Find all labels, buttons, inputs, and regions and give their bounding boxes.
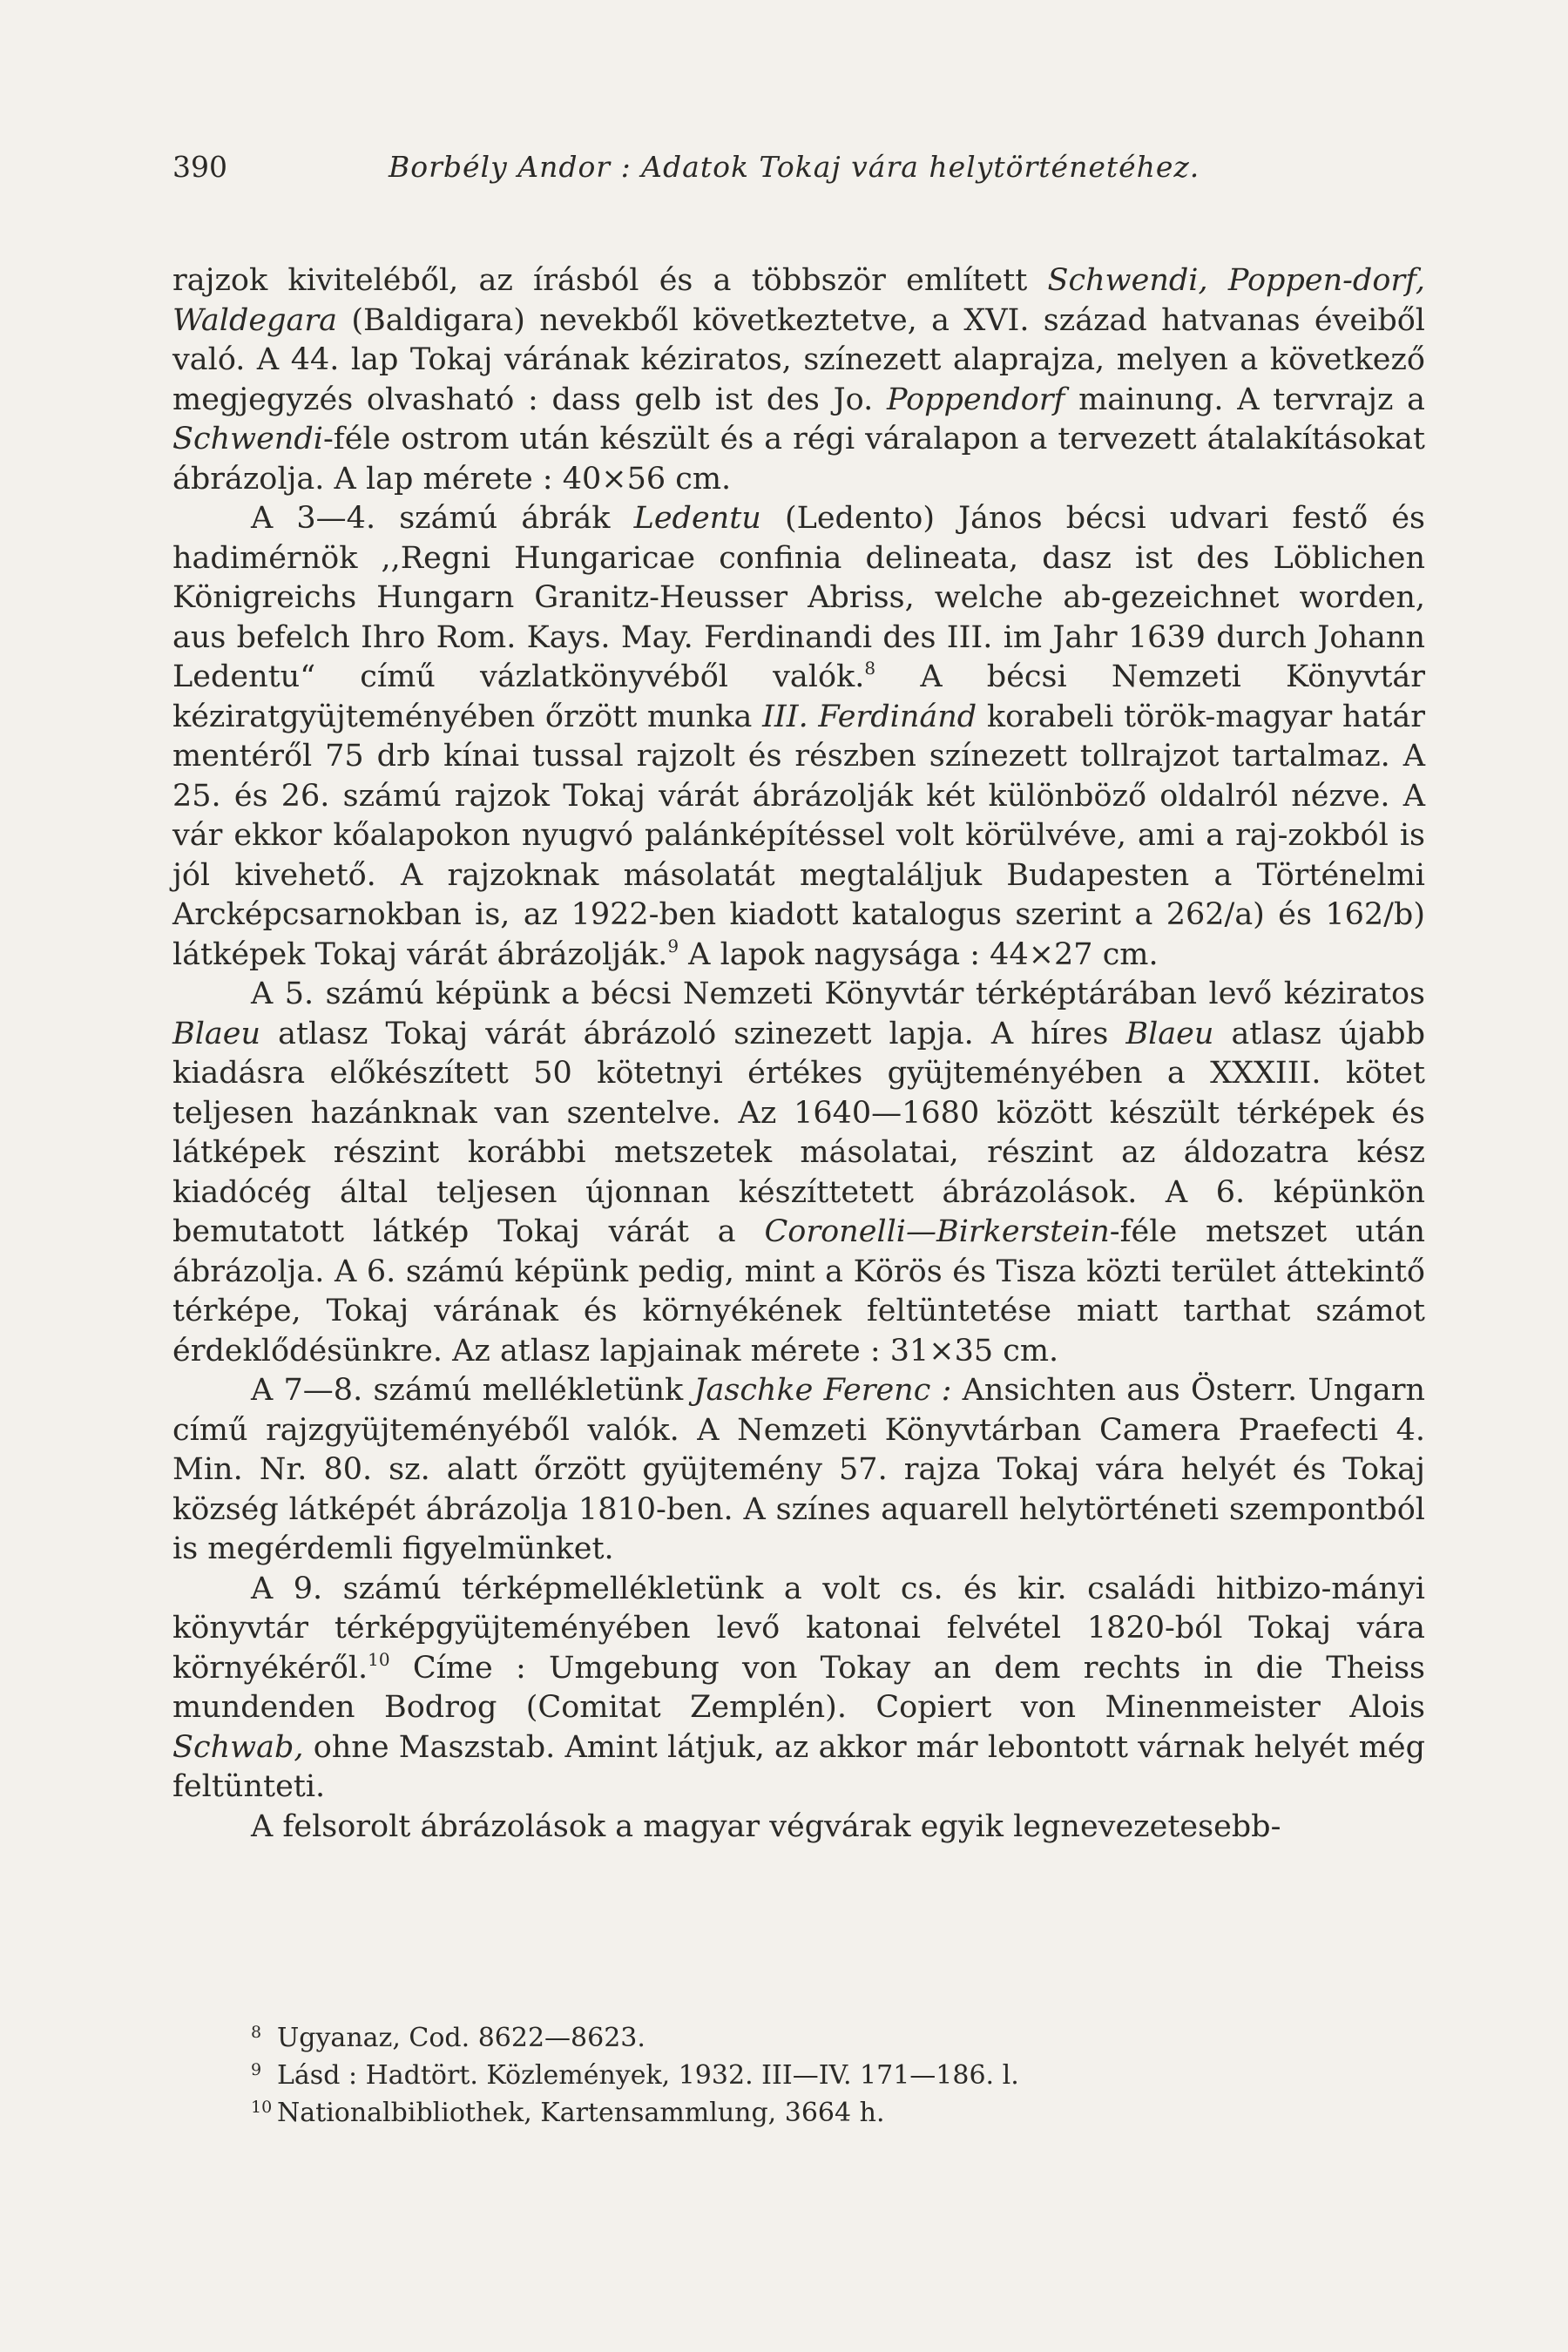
text-run: -féle ostrom után készült és a régi váralapon a tervezett átalakításokat ábrázolja. A lap mérete : 40×56 cm. xyxy=(172,422,1425,497)
paragraph xyxy=(172,975,1425,1371)
italic-run: Ledentu xyxy=(633,501,761,536)
text-run: Ansichten aus Österr. Ungarn című rajzgyüjteményéből valók. A Nemzeti Könyvtárban Camera Praefecti 4. Min. Nr. 80. sz. alatt őrzött gyüjtemény 57. rajza Tokaj vára helyét és Tokaj község látképét ábrázolja 1810-ben. A színes aquarell helytörténeti szempontból is megérdemli figyelmünket. xyxy=(172,1373,1425,1566)
footnote: 10 Nationalbibliothek, Kartensammlung, 3664 h. xyxy=(251,2098,885,2128)
text-run: A 7—8. számú mellékletünk xyxy=(251,1373,694,1408)
text-run: A lapok nagysága : 44×27 cm. xyxy=(679,936,1159,972)
text-run: korabeli török-magyar határ mentéről 75 drb kínai tussal rajzolt és részben színezett tollrajzot tartalmaz. A 25. és 26. számú rajzok Tokaj várát ábrázolják két különböző oldalról nézve. A vár ekkor kőalapokon nyugvó palánképítéssel volt körülvéve, ami a raj-zokból is jól kivehető. A rajzoknak másolatát megtaláljuk Budapesten a Történelmi Arcképcsarnokban is, az 1922-ben kiadott katalogus szerint a 262/a) és 162/b) látképek Tokaj várát ábrázolják. xyxy=(172,699,1425,972)
italic-run: Poppendorf xyxy=(886,382,1065,417)
running-title: Borbély Andor : Adatok Tokaj vára helytörténetéhez. xyxy=(389,150,1200,184)
text-run: mainung. A tervrajz a xyxy=(1064,382,1425,417)
footnote: 9 Lásd : Hadtört. Közlemények, 1932. III—IV. 171—186. l. xyxy=(251,2060,1019,2091)
footnote-ref: 9 xyxy=(667,935,679,956)
italic-run: Jaschke Ferenc : xyxy=(693,1373,952,1408)
footnote-text: Nationalbibliothek, Kartensammlung, 3664 h. xyxy=(277,2098,885,2128)
footnote-text: Ugyanaz, Cod. 8622—8623. xyxy=(277,2023,645,2053)
italic-run: Schwendi, Poppen-dorf, Waldegara xyxy=(172,263,1425,338)
text-run: -féle metszet után ábrázolja. A 6. számú képünk pedig, mint a Körös és Tisza közti terület áttekintő térképe, Tokaj várának és környékének feltüntetése miatt tarthat számot érdeklődésünkre. Az atlasz lapjainak mérete : 31×35 cm. xyxy=(172,1214,1426,1369)
paragraph xyxy=(172,1808,1425,1848)
text-run: (Baldigara) nevekből következtetve, a XVI. század hatvanas éveiből való. A 44. lap Tokaj várának kéziratos, színezett alaprajza, melyen a következő megjegyzés olvasható : dass gelb ist des Jo. xyxy=(172,302,1425,417)
footnote-ref: 8 xyxy=(864,658,876,679)
text-run: atlasz újabb kiadásra előkészített 50 kötetnyi értékes gyüjteményében a XXXIII. kötet teljesen hazánknak van szentelve. Az 1640—1680 között készült térképek és látképek részint korábbi metszetek másolatai, részint az áldozatra kész kiadócég által teljesen újonnan készíttetett ábrázolások. A 6. képünkön bemutatott látkép Tokaj várát a xyxy=(172,1016,1425,1249)
footnotes xyxy=(251,2019,1383,2132)
text-run: atlasz Tokaj várát ábrázoló szinezett lapja. A híres xyxy=(260,1016,1126,1051)
text-run: (Ledento) János bécsi udvari festő és hadimérnök ,,Regni Hungaricae confinia delineata, dasz ist des Löblichen Königreichs Hungarn Granitz-Heusser Abriss, welche ab-gezeichnet worden, aus befelch Ihro Rom. Kays. May. Ferdinandi des III. im Jahr 1639 durch Johann Ledentu“ című vázlatkönyvéből valók. xyxy=(172,501,1425,694)
text-run: A 5. számú képünk a bécsi Nemzeti Könyvtár térképtárában levő kéziratos xyxy=(251,977,1425,1011)
paragraph xyxy=(172,1570,1425,1808)
italic-run: Blaeu xyxy=(1125,1016,1214,1051)
italic-run: Blaeu xyxy=(172,1016,261,1051)
paragraph xyxy=(172,1371,1425,1570)
page-header xyxy=(172,150,1409,192)
text-run: Címe : Umgebung von Tokay an dem rechts in die Theiss mundenden Bodrog (Comitat Zemplén). Copiert von Minenmeister Alois xyxy=(172,1650,1425,1725)
footnote-ref: 10 xyxy=(368,1648,390,1670)
text-run: A bécsi Nemzeti Könyvtár kéziratgyüjteményében őrzött munka xyxy=(172,659,1426,734)
italic-run: Schwendi xyxy=(172,422,323,456)
paragraph xyxy=(172,261,1425,499)
italic-run: III. Ferdinánd xyxy=(762,699,977,734)
italic-run: Schwab, xyxy=(172,1729,304,1765)
text-run: rajzok kiviteléből, az írásból és a többször említett xyxy=(172,263,1048,298)
italic-run: Coronelli—Birkerstein xyxy=(764,1214,1110,1249)
text-run: A 3—4. számú ábrák xyxy=(251,501,634,536)
text-run: ohne Maszstab. Amint látjuk, az akkor már lebontott várnak helyét még feltünteti. xyxy=(172,1729,1425,1804)
paragraph xyxy=(172,499,1425,975)
body-text xyxy=(172,261,1425,1847)
page-number: 390 xyxy=(172,150,227,184)
text-run: A felsorolt ábrázolások a magyar végvárak egyik legnevezetesebb- xyxy=(251,1808,1281,1844)
footnote-text: Lásd : Hadtört. Közlemények, 1932. III—IV. 171—186. l. xyxy=(277,2060,1019,2091)
text-run: A 9. számú térképmellékletünk a volt cs. és kir. családi hitbizo-mányi könyvtár térképgyüjteményében levő katonai felvétel 1820-ból Tokaj vára környékéről. xyxy=(172,1571,1425,1686)
footnote: 8 Ugyanaz, Cod. 8622—8623. xyxy=(251,2023,645,2053)
